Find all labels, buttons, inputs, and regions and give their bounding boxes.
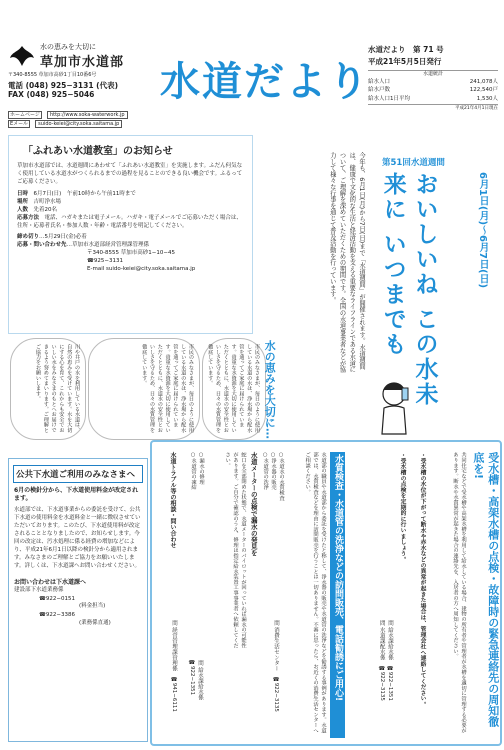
fureai-place: 吉町浄水場 bbox=[33, 198, 62, 205]
leak-body: 蛇口を全部閉めた状態で、水道メーターのパイロットが回っていれば漏水の可能性があります。ご自分で確認のうえ、修理は指定給水装置工事事業者へ依頼してください。 bbox=[224, 452, 246, 649]
stats-list bbox=[368, 78, 498, 103]
sewer-body: 水道部では、下水道事業からの委託を受けて、公共下水道の使用料金を水道料金と一緒に徴収させていただいております。このたび、下水道使用料が改定されることとなりましたので、お知らせします。今回の改定は、汚水処理に係る経費の増加などにより、平成21年6月1日以降の検針分から適用されます。みなさまのご理解とご協力をお願いいたします。詳しくは、下水道課へお問い合わせください。 bbox=[14, 506, 141, 569]
stats-value: 122,540戸 bbox=[469, 87, 498, 94]
tel: 電話 (048) 925−3131 (代表) bbox=[8, 81, 119, 90]
sewer-box bbox=[8, 458, 148, 742]
fureai-box bbox=[8, 135, 253, 334]
stats-note: 平成21年4月1日現在 bbox=[368, 104, 498, 111]
email-label: Eメール bbox=[10, 121, 29, 127]
leak-title: 水道メーターの点検で漏水の発見を bbox=[249, 452, 258, 556]
fureai-apply: 電話、ハガキまたは電子メール。ハガキ・電子メールでご応募いただく場合は、住所・応募者氏名・参加人数・年齢・電話番号を明記してください。 bbox=[17, 214, 242, 229]
fureai-date-label: 日時 bbox=[17, 190, 29, 197]
stats-title: 水道統計 bbox=[368, 70, 498, 78]
sewer-tel2-note: (業務係直通) bbox=[79, 620, 111, 627]
fureai-apply-label: 応募方法 bbox=[17, 214, 40, 221]
sewer-tel1-note: (料金担当) bbox=[79, 603, 106, 610]
email-address[interactable]: suido-keiei@city.soka.saitama.jp bbox=[35, 120, 122, 128]
visit-contact bbox=[268, 620, 280, 734]
leak-contact-label: 問 給水課給水係 bbox=[197, 660, 203, 701]
visit-tel: 922−3135 bbox=[273, 682, 279, 712]
stats-row bbox=[368, 78, 498, 86]
fax: FAX (048) 925−5046 bbox=[8, 90, 95, 99]
visit-contact-label: 問 消費生活センター bbox=[273, 620, 279, 672]
sewer-tel2: 922−3386 bbox=[45, 612, 75, 619]
phone-icon: ☎ bbox=[273, 676, 279, 683]
homepage-url[interactable]: http://www.soka-waterwork.jp bbox=[47, 111, 128, 119]
issue-date: 平成21年5月5日発行 bbox=[368, 57, 442, 66]
fureai-contact-label: 応募・問い合わせ先 bbox=[17, 241, 67, 248]
hq-item1: ・受水槽の水位が下がって断水や赤水などの異常が起きた場合は、管理会社へ連絡してください。 bbox=[419, 452, 425, 708]
address: 〒340-8555 草加市高砂1丁目10番6号 bbox=[8, 72, 97, 78]
visit-item2: ○浄水器の販売 bbox=[270, 452, 277, 490]
fureai-contact-tel: 925−3131 bbox=[93, 257, 123, 264]
visit-items bbox=[262, 452, 284, 612]
stats-value: 241,078人 bbox=[469, 79, 498, 85]
megumi-text-mid: 市民のみなさまが、毎日のように使用している水道の水は、浄水場から配水管を通ってご家庭に届けられています。貴重な水資源を大切に使用していただくとともに、水道水の安全性とおいしさを守るため、日々の水質管理を徹底しています。 bbox=[141, 344, 194, 433]
fureai-deadline: 5月29日(金)必着 bbox=[44, 233, 87, 240]
phone-icon: ☎ bbox=[87, 257, 94, 264]
sewer-contact-dept: 建設部下水道業務係 bbox=[14, 586, 64, 593]
phone-icon: ☎ bbox=[171, 676, 177, 683]
org-name: 草加市水道部 bbox=[40, 55, 125, 70]
phone-icon: ☎ bbox=[39, 595, 46, 602]
leak-contact bbox=[190, 660, 204, 736]
stats-row bbox=[368, 86, 498, 94]
visit-body: 水道部の職員や水道部から委託を受けたと称して、浄水器の販売や水道管の洗浄などを勧誘する事例があります。水道部では、水質検査などを理由に訪問販売を行うことは一切ありません。不審に思ったら、お近くの消費生活センターへご相談ください。 bbox=[304, 452, 326, 733]
week-slogan: おいしいね この水未来に いつまでも bbox=[379, 172, 438, 408]
stats-label: 給水戸数 bbox=[368, 87, 391, 94]
fureai-contact-dept: 草加市水道部経営管理課管理係 bbox=[72, 241, 150, 248]
phone-icon: ☎ bbox=[387, 665, 393, 672]
masthead: 水道だより bbox=[160, 59, 370, 105]
fureai-details bbox=[17, 191, 244, 274]
fureai-title: 「ふれあい水道教室」のお知らせ bbox=[23, 146, 173, 157]
stats-label: 給水人口 bbox=[368, 79, 391, 85]
fureai-deadline-row: 締め切り…5月29日(金)必着 bbox=[17, 233, 87, 240]
hq-contacts bbox=[370, 620, 394, 734]
stats-value: 1,530人 bbox=[476, 95, 498, 102]
fureai-date: 6月7日(日) 午前10時から午前11時まで bbox=[33, 190, 136, 197]
visit-item1: ○水道水の水質検査 bbox=[278, 452, 284, 501]
water-drinking-illustration bbox=[380, 378, 418, 436]
megumi-caption: 水の恵みを大切に… bbox=[263, 340, 277, 439]
email-row bbox=[8, 110, 122, 129]
megumi-text-left: 川や井戸の水を利用している水道は、自然の恵みを受けています。水を大切にする心を育て、これからも安全でおいしい水をみなさまのもとへお届けできるよう努めてまいります。ご理解とご協力をお願いします。 bbox=[35, 344, 80, 433]
sewer-subtitle: 6月の検針分から、下水道使用料金が改定されます。 bbox=[14, 487, 139, 503]
hq-contact1: 問 給水課給水係 bbox=[387, 620, 393, 661]
hq-item2: ・受水槽の点検を定期的に行いましょう。 bbox=[399, 452, 405, 563]
fureai-deadline-label: 締め切り bbox=[17, 233, 40, 240]
trouble-tel: 941−6111 bbox=[171, 682, 177, 712]
megumi-text-right: 市民のみなさまが、毎日のように使用している水道の水は、浄水場から配水管を通ってご家庭に届けられています。貴重な水資源を大切に使用していただくとともに、水道水の安全性とおいしさを守るため、日々の水質管理を徹底しています。 bbox=[207, 344, 260, 433]
sewer-tel1: 922−0151 bbox=[45, 595, 75, 602]
city-logo-icon bbox=[8, 44, 36, 68]
fureai-place-label: 場所 bbox=[17, 198, 29, 205]
sewer-contact-label: お問い合わせは下水道課へ bbox=[14, 578, 87, 586]
hq-body: 共同住宅などで受水槽や高架水槽を利用して給水している場合、建物の所有者や管理者が水槽を適切に管理する必要があります。断水や水質異常が起きた場合の連絡先を、入居者の方へ周知してください。 bbox=[452, 452, 466, 733]
phone-icon: ☎ bbox=[39, 612, 46, 619]
leak-tel: 922−1351 bbox=[188, 666, 195, 696]
issue-info bbox=[368, 44, 498, 111]
sewer-title: 公共下水道ご利用のみなさまへ bbox=[13, 465, 143, 483]
visit-item3: ○水道管の洗浄 bbox=[262, 452, 269, 490]
week-dates: 6月1日(月)〜6月7日(日) bbox=[477, 172, 488, 289]
fureai-people: 先着20名 bbox=[33, 206, 58, 213]
stats-label: 給水人口1日平均 bbox=[368, 95, 410, 102]
hq-tel1: 922−1351 bbox=[387, 671, 393, 701]
fureai-apply-row bbox=[17, 215, 244, 231]
hq-tel2: 922−3135 bbox=[378, 671, 385, 701]
trouble-contact bbox=[156, 620, 178, 736]
visit-title: 水質検査・水道管の洗浄などの訪問販売、電話勧誘にご用心! bbox=[330, 452, 345, 738]
fureai-contact-addr: 〒340-8555 草加市高砂1−10−45 bbox=[87, 249, 175, 256]
week-body: 今年も、6月1日(月)から7日(日)まで「水道週間」が開催されます。水道週間は、健康で文化的な生活と経済活動を支える重要なライフラインである水道について、ご理解を深めていただくための期間です。全国の水道事業者などが協力して様々な行事を通じて普及活動を行っています。 bbox=[328, 152, 365, 373]
fureai-date-row bbox=[17, 191, 244, 199]
stats-row bbox=[368, 95, 498, 103]
trouble-title: 水道トラブル等の相談・問い合わせ bbox=[169, 452, 176, 548]
leak-item2: ○水道管の凍結 bbox=[190, 452, 197, 490]
homepage-label: ホームページ bbox=[10, 112, 40, 118]
hq-contact2: 問 水道課配水係 bbox=[378, 620, 385, 661]
fureai-contact-tel-row bbox=[87, 258, 244, 266]
trouble-contact-label: 問 経営管理課管理係 bbox=[171, 620, 177, 672]
hq-title: 受水槽・高架水槽の点検・故障時の緊急連絡先の周知徹底を! bbox=[471, 452, 500, 727]
phone-icon: ☎ bbox=[378, 665, 385, 672]
fureai-people-label: 人数 bbox=[17, 206, 29, 213]
fureai-people-row bbox=[17, 207, 244, 215]
week-title: 第51回水道週間 bbox=[382, 158, 445, 168]
fureai-contact-mail[interactable]: E-mail suido-keiei@city.soka.saitama.jp bbox=[87, 265, 196, 272]
issue-number: 水道だより 第 71 号 bbox=[368, 45, 444, 54]
fureai-intro: 草加市水道部では、水道週間にあわせて「ふれあい水道教室」を実施します。ふだん何気なく使用している水道水がつくられるまでの過程を見ることのできる良い機会です。ふるってご応募ください。 bbox=[17, 163, 243, 185]
leak-item1: ○漏水の修理 bbox=[198, 452, 204, 485]
phone-icon: ☎ bbox=[188, 660, 195, 666]
slogan: 水の恵みを大切に bbox=[40, 43, 96, 51]
fureai-contact-row: 応募・問い合わせ先…草加市水道部経営管理課管理係 bbox=[17, 241, 150, 248]
leak-items bbox=[190, 452, 204, 612]
fureai-place-row bbox=[17, 199, 244, 207]
